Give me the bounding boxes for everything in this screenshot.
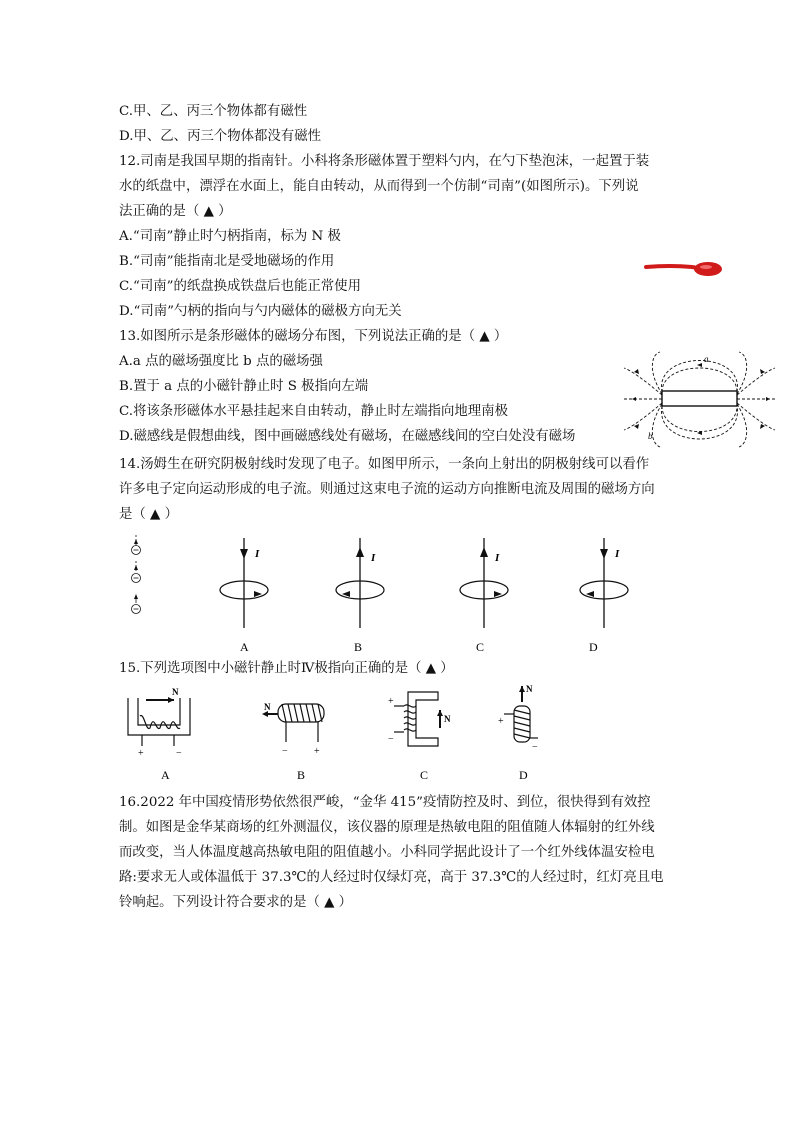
n-label: N	[444, 714, 451, 724]
question-12-stem-2: 水的纸盘中，漂浮在水面上，能自由转动，从而得到一个仿制“司南”(如图所示)。下列说	[119, 179, 639, 194]
question-16-stem-4: 路:要求无人或体温低于 37.3℃的人经过时仅绿灯亮，高于 37.3℃的人经过时，红灯亮且电	[119, 870, 664, 885]
option-d-electromagnet	[504, 686, 538, 742]
option-d-label: D	[589, 640, 598, 654]
plus-label: +	[314, 746, 320, 757]
spoon-figure	[640, 255, 730, 285]
option-a-electromagnet	[128, 698, 190, 746]
question-14-stem-3: 是（ ▲ ）	[119, 507, 178, 522]
electron-stream-figure	[124, 533, 154, 623]
question-12-stem-3: 法正确的是（ ▲ ）	[119, 204, 232, 219]
question-16-stem-2: 制。如图是金华某商场的红外测温仪，该仪器的原理是热敏电阻的阻值随人体辐射的红外线	[119, 820, 655, 835]
current-label: I	[255, 548, 260, 560]
electromagnet-options-figure	[118, 680, 558, 785]
minus-label: −	[176, 748, 182, 759]
current-label: I	[615, 548, 620, 560]
minus-label: −	[282, 746, 288, 757]
option-d-q13: D.磁感线是假想曲线，图中画磁感线处有磁场，在磁感线间的空白处没有磁场	[119, 429, 576, 444]
option-c-q11: C.甲、乙、丙三个物体都有磁性	[119, 104, 308, 119]
option-d-q12: D.“司南”勺柄的指向与勺内磁体的磁极方向无关	[119, 304, 402, 319]
question-12-stem-1: 12.司南是我国早期的指南针。小科将条形磁体置于塑料勺内，在勺下垫泡沫，一起置于装	[119, 154, 650, 169]
n-label: N	[264, 702, 271, 712]
option-b-label: B	[354, 640, 363, 654]
current-label: I	[371, 552, 376, 564]
option-a-q12: A.“司南”静止时勺柄指南，标为 N 极	[119, 229, 341, 244]
n-label: N	[172, 687, 179, 697]
plus-label: +	[388, 696, 394, 707]
option-b-electromagnet	[264, 704, 324, 742]
option-a-q13: A.a 点的磁场强度比 b 点的磁场强	[119, 354, 323, 369]
minus-label: −	[532, 742, 538, 753]
question-13-stem: 13.如图所示是条形磁体的磁场分布图，下列说法正确的是（ ▲ ）	[119, 329, 508, 344]
option-d-diagram	[580, 538, 628, 628]
question-14-stem-1: 14.汤姆生在研究阴极射线时发现了电子。如图甲所示，一条向上射出的阴极射线可以看作	[119, 457, 650, 472]
bar-magnet-field-figure	[622, 350, 777, 450]
option-c-electromagnet	[394, 692, 440, 746]
minus-label: −	[388, 734, 394, 745]
plus-label: +	[138, 748, 144, 759]
option-c-q12: C.“司南”的纸盘换成铁盘后也能正常使用	[119, 279, 361, 294]
point-b-label: b	[648, 431, 653, 441]
current-label: I	[495, 552, 500, 564]
option-b-label: B	[297, 768, 306, 782]
question-16-stem-1: 16.2022 年中国疫情形势依然很严峻，“金华 415”疫情防控及时、到位，很快得到有效控	[119, 795, 651, 810]
option-d-label: D	[519, 768, 528, 782]
question-16-stem-3: 而改变，当人体温度越高热敏电阻的阻值越小。小科同学据此设计了一个红外线体温安检电	[119, 845, 655, 860]
option-c-label: C	[476, 640, 485, 654]
option-a-label: A	[161, 768, 170, 782]
option-c-label: C	[420, 768, 429, 782]
option-c-diagram	[460, 538, 508, 628]
option-d-q11: D.甲、乙、丙三个物体都没有磁性	[119, 129, 321, 144]
question-15-stem: 15.下列选项图中小磁针静止时Ⅳ极指向正确的是（ ▲ ）	[119, 661, 454, 676]
question-14-stem-2: 许多电子定向运动形成的电子流。则通过这束电子流的运动方向推断电流及周围的磁场方向	[119, 482, 655, 497]
option-a-label: A	[240, 640, 249, 654]
option-a-diagram	[220, 538, 268, 628]
point-a-label: a	[704, 354, 709, 364]
n-label: N	[526, 684, 533, 694]
option-c-q13: C.将该条形磁体水平悬挂起来自由转动，静止时左端指向地理南极	[119, 404, 508, 419]
current-field-options-figure	[200, 533, 640, 658]
question-16-stem-5: 铃响起。下列设计符合要求的是（ ▲ ）	[119, 895, 353, 910]
option-b-q13: B.置于 a 点的小磁针静止时 S 极指向左端	[119, 379, 369, 394]
plus-label: +	[498, 716, 504, 727]
option-b-q12: B.“司南”能指南北是受地磁场的作用	[119, 254, 335, 269]
option-b-diagram	[336, 538, 384, 628]
